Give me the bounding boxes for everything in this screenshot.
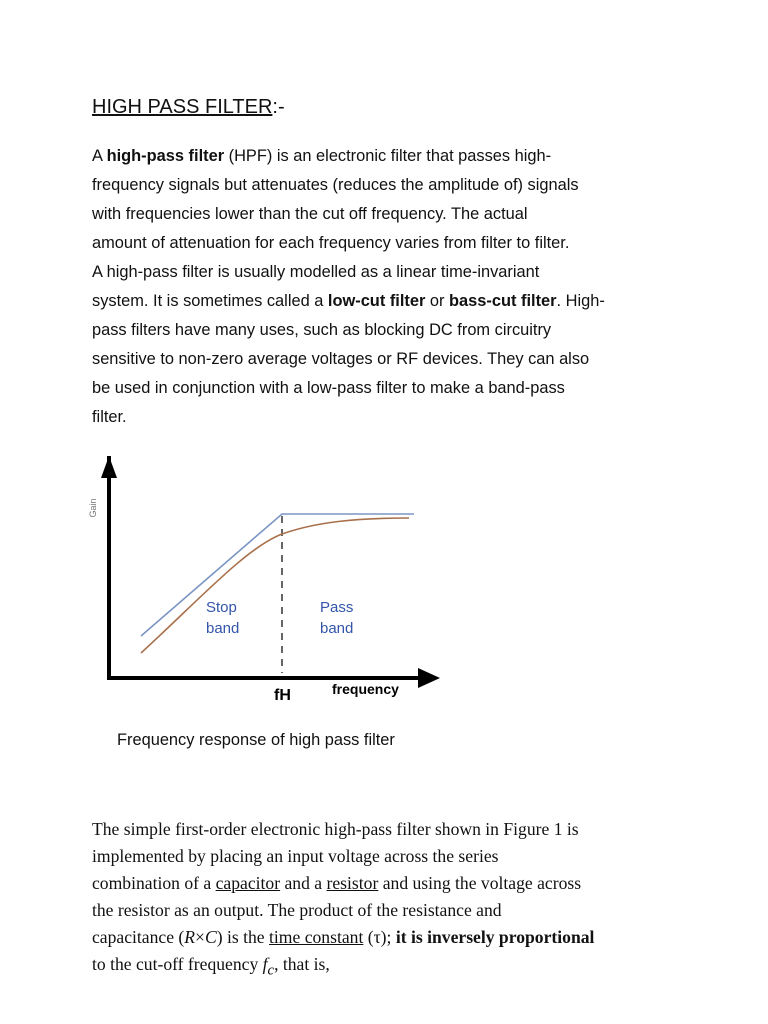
- intro-text: A high-pass filter is usually modelled as a linear time-invariant: [92, 263, 540, 281]
- intro-paragraph: [92, 142, 692, 432]
- symbol-c-subscript: c: [267, 962, 275, 979]
- intro-text: filter.: [92, 408, 127, 426]
- frequency-response-figure: [88, 448, 464, 712]
- symbol-c: C: [204, 927, 217, 947]
- body-text: implemented by placing an input voltage across the series: [92, 846, 499, 866]
- heading-title: HIGH PASS FILTER: [92, 96, 273, 118]
- intro-text: be used in conjunction with a low-pass filter to make a band-pass: [92, 379, 565, 397]
- body-text: combination of a: [92, 873, 216, 893]
- body-text: to the cut-off frequency: [92, 954, 263, 974]
- times-symbol: ×: [195, 927, 205, 947]
- time-constant-link[interactable]: time constant: [269, 927, 364, 947]
- pass-band-label-line1: Pass: [320, 599, 354, 616]
- heading-suffix: :-: [272, 96, 285, 118]
- intro-text: . High-: [556, 292, 605, 310]
- capacitor-link[interactable]: capacitor: [215, 873, 281, 893]
- intro-text: with frequencies lower than the cut off frequency. The actual: [92, 205, 528, 223]
- body-text-bold: it is inversely proportional: [395, 927, 595, 947]
- intro-text: A: [92, 147, 107, 165]
- pass-band-label-line2: band: [320, 620, 354, 637]
- asymptote-line: [141, 514, 414, 636]
- body-text: capacitance (: [92, 927, 185, 947]
- x-axis-arrow: [418, 668, 440, 688]
- body-text: the resistor as an output. The product of the resistance and: [92, 900, 502, 920]
- term-high-pass-filter: high-pass filter: [106, 147, 225, 165]
- section-heading: [92, 96, 285, 119]
- rc-filter-paragraph: [92, 816, 692, 985]
- term-low-cut-filter: low-cut filter: [327, 292, 426, 310]
- stop-band-label-line2: band: [206, 620, 240, 637]
- resistor-link[interactable]: resistor: [326, 873, 379, 893]
- body-text: , that is,: [274, 954, 330, 974]
- figure-caption: Frequency response of high pass filter: [117, 731, 395, 749]
- y-axis-label: Gain: [88, 498, 98, 518]
- x-axis-label: frequency: [332, 681, 399, 697]
- stop-band-label-line1: Stop: [206, 599, 237, 616]
- intro-text: system. It is sometimes called a: [92, 292, 328, 310]
- intro-text: or: [425, 292, 450, 310]
- body-text: (τ);: [363, 927, 396, 947]
- body-text: ) is the: [216, 927, 270, 947]
- body-text: and a: [280, 873, 327, 893]
- term-bass-cut-filter: bass-cut filter: [449, 292, 557, 310]
- symbol-f: f: [262, 954, 268, 974]
- body-text: and using the voltage across: [378, 873, 582, 893]
- body-text: The simple first-order electronic high-pass filter shown in Figure 1 is: [92, 819, 579, 839]
- intro-text: (HPF) is an electronic filter that passes high-: [224, 147, 552, 165]
- cutoff-frequency-label: fH: [274, 687, 291, 704]
- y-axis-arrow: [101, 456, 117, 478]
- intro-text: sensitive to non-zero average voltages or RF devices. They can also: [92, 350, 590, 368]
- response-curve: [141, 518, 409, 653]
- frequency-response-chart: [88, 448, 464, 712]
- intro-text: pass filters have many uses, such as blocking DC from circuitry: [92, 321, 552, 339]
- intro-text: amount of attenuation for each frequency varies from filter to filter.: [92, 234, 570, 252]
- intro-text: frequency signals but attenuates (reduces the amplitude of) signals: [92, 176, 579, 194]
- symbol-r: R: [184, 927, 196, 947]
